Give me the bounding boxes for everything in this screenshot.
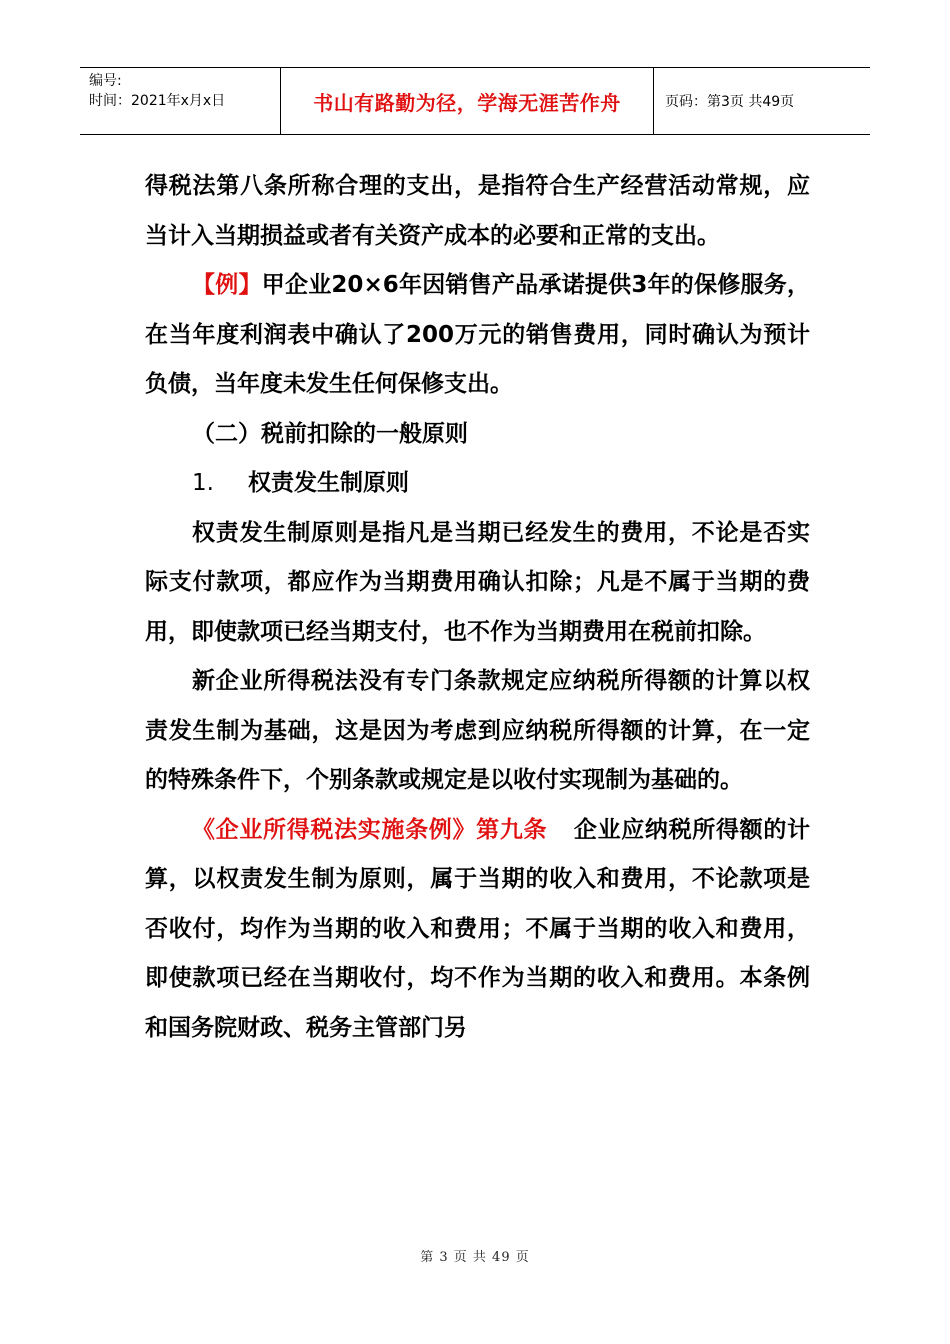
- time-label: 时间：2021年x月x日: [89, 93, 226, 109]
- paragraph-4: 新企业所得税法没有专门条款规定应纳税所得额的计算以权责发生制为基础，这是因为考虑到应纳税所得额的计算，在一定的特殊条件下，个别条款或规定是以收付实现制为基础的。: [145, 668, 810, 793]
- regulation-text: 企业应纳税所得额的计算，以权责发生制为原则，属于当期的收入和费用，不论款项是否收付，均作为当期的收入和费用；不属于当期的收入和费用，即使款项已经在当期收付，均不作为当期的收入和费用。本条例和国务院财政、税务主管部门另: [145, 816, 811, 1041]
- subsection-heading: [145, 459, 810, 509]
- header-page-info: 页码：第3页 共49页: [665, 94, 795, 110]
- paragraph-1: 得税法第八条所称合理的支出，是指符合生产经营活动常规，应当计入当期损益或者有关资产成本的必要和正常的支出。: [145, 173, 810, 249]
- page-footer: 第 3 页 共 49 页: [420, 1250, 530, 1265]
- section-heading: （二）税前扣除的一般原则: [192, 420, 468, 447]
- subsection-title: 权责发生制原则: [248, 470, 409, 496]
- paragraph-example: [145, 261, 810, 410]
- regulation-reference: 《企业所得税法实施条例》第九条: [192, 816, 548, 843]
- header-motto: 书山有路勤为径，学海无涯苦作舟: [281, 68, 654, 134]
- header-meta: [80, 68, 281, 134]
- document-body: [145, 162, 810, 1053]
- code-label: 编号:: [89, 73, 122, 89]
- paragraph-5: [145, 806, 810, 1054]
- subsection-number: 1.: [192, 470, 214, 496]
- paragraph-3: 权责发生制原则是指凡是当期已经发生的费用，不论是否实际支付款项，都应作为当期费用确认扣除；凡是不属于当期的费用，即使款项已经当期支付，也不作为当期费用在税前扣除。: [145, 519, 810, 645]
- page-header: [80, 67, 870, 135]
- example-text: 甲企业20×6年因销售产品承诺提供3年的保修服务，在当年度利润表中确认了200万元的销售费用，同时确认为预计负债，当年度未发生任何保修支出。: [145, 272, 810, 397]
- example-tag: 【例】: [192, 272, 262, 298]
